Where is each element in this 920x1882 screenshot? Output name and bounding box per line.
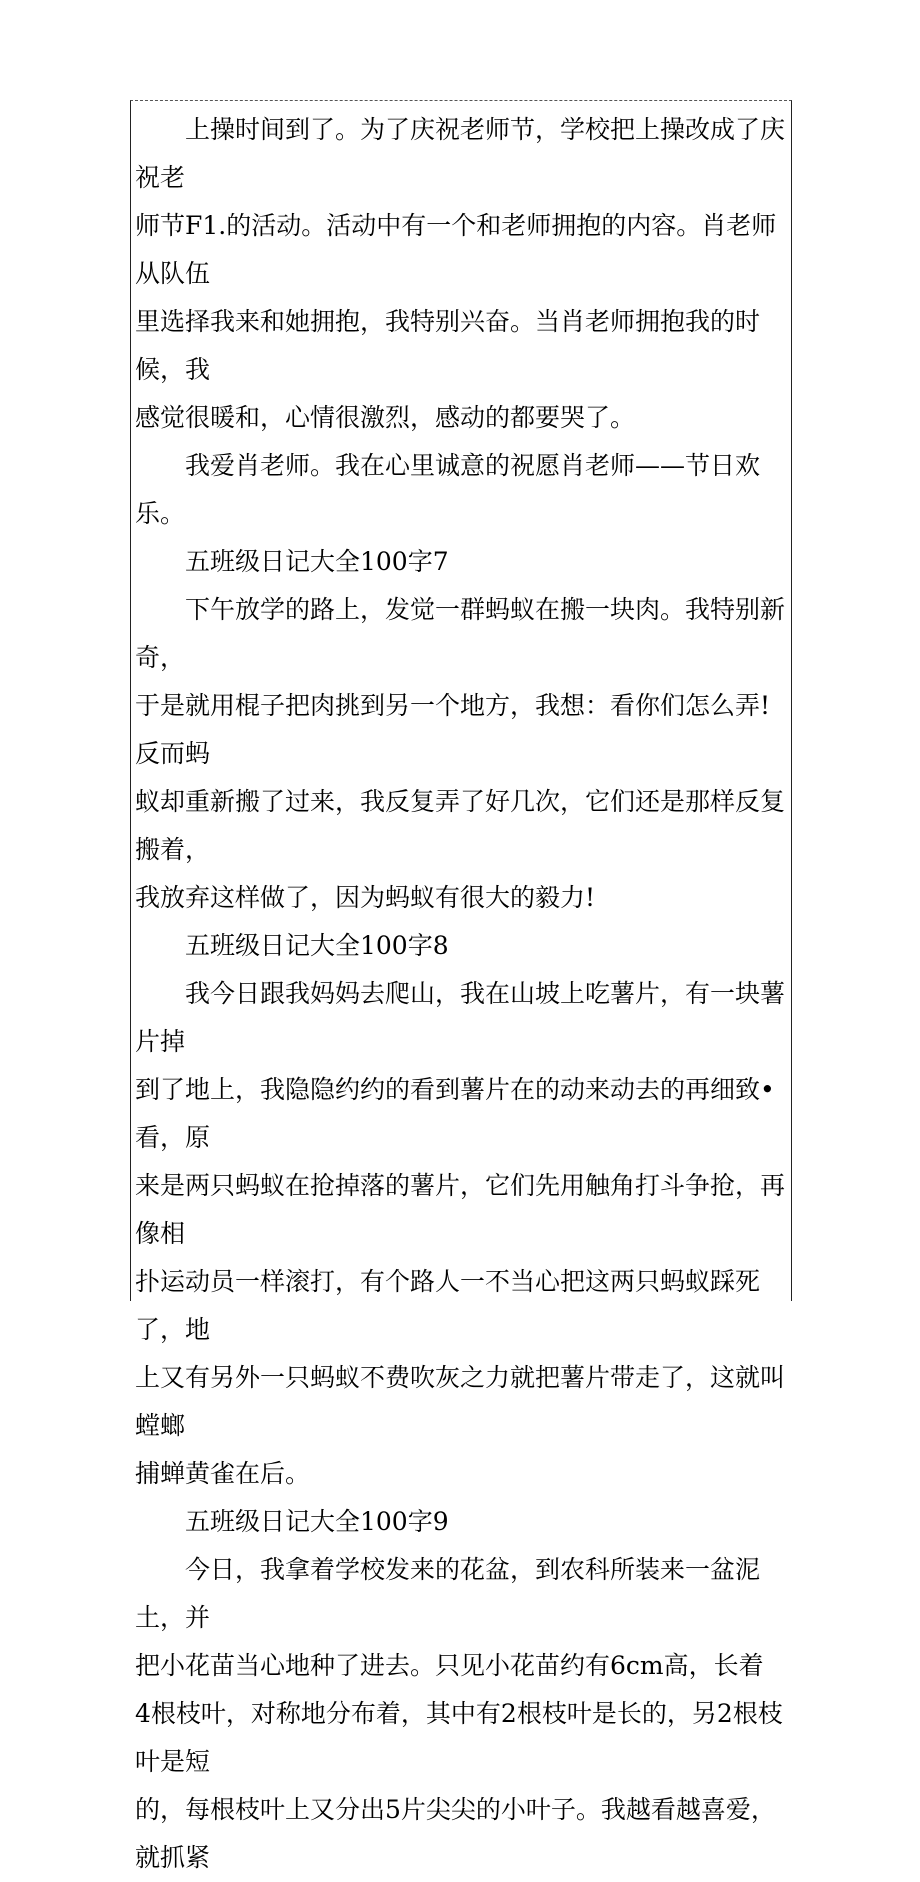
text-line: 蚁却重新搬了过来，我反复弄了好几次，它们还是那样反复搬着， [135,787,786,864]
text-line: 的，每根枝叶上又分出5片尖尖的小叶子。我越看越喜爱，就抓紧 [135,1795,776,1872]
text-line: 上又有另外一只蚂蚁不费吹灰之力就把薯片带走了，这就叫螳螂 [135,1363,786,1440]
text-line: 我放弃这样做了，因为蚂蚁有很大的毅力! [135,883,596,912]
text-line: 今日，我拿着学校发来的花盆，到农科所装来一盆泥土，并 [135,1555,761,1632]
text-line: 扑运动员一样滚打，有个路人一不当心把这两只蚂蚁踩死了，地 [135,1267,761,1344]
text-line: 里选择我来和她拥抱，我特别兴奋。当肖老师拥抱我的时候，我 [135,307,761,384]
text-line: 4根枝叶，对称地分布着，其中有2根枝叶是长的，另2根枝叶是短 [135,1699,783,1776]
text-line: 下午放学的路上，发觉一群蚂蚁在搬一块肉。我特别新奇， [135,595,786,672]
section-heading-8: 五班级日记大全100字8 [185,931,449,960]
document-body [135,100,787,1882]
section-heading-7: 五班级日记大全100字7 [185,547,449,576]
paragraph-teacher-hug [135,106,787,442]
paragraph-love-teacher: 我爱肖老师。我在心里诚意的祝愿肖老师——节日欢乐。 [135,451,761,528]
text-line: 我今日跟我妈妈去爬山，我在山坡上吃薯片，有一块薯片掉 [135,979,786,1056]
text-line: 来是两只蚂蚁在抢掉落的薯片，它们先用触角打斗争抢，再像相 [135,1171,786,1248]
text-line: 于是就用棍子把肉挑到另一个地方，我想：看你们怎么弄!反而蚂 [135,691,771,768]
paragraph-ants-meat [135,586,787,922]
text-line: 把小花苗当心地种了进去。只见小花苗约有6cm高，长着 [135,1651,764,1680]
text-line: 感觉很暖和，心情很激烈，感动的都要哭了。 [135,403,636,432]
text-line: 捕蝉黄雀在后。 [135,1459,311,1488]
paragraph-flower-pot [135,1546,787,1882]
paragraph-ants-chips [135,970,787,1498]
text-line: 到了地上，我隐隐约约的看到薯片在的动来动去的再细致•看，原 [135,1075,775,1152]
section-heading-9: 五班级日记大全100字9 [185,1507,449,1536]
text-line: 上操时间到了。为了庆祝老师节，学校把上操改成了庆祝老 [135,115,786,192]
text-line: 师节F1.的活动。活动中有一个和老师拥抱的内容。肖老师从队伍 [135,211,777,288]
